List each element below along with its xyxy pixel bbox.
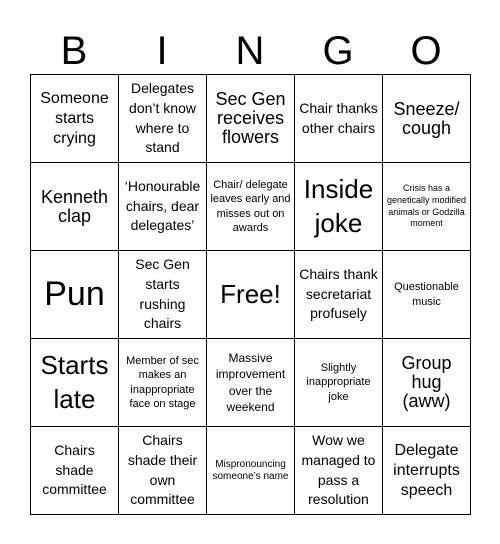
bingo-cell[interactable]: Crisis has a genetically modified animals or Godzilla moment [383, 163, 471, 251]
bingo-cell[interactable]: Group hug (aww) [383, 339, 471, 427]
header-letter-i: I [156, 29, 168, 73]
bingo-cell[interactable]: Someone starts crying [31, 75, 119, 163]
bingo-cell[interactable]: Chairs shade committee [31, 427, 119, 515]
bingo-cell[interactable]: Pun [31, 251, 119, 339]
bingo-cell[interactable]: Wow we managed to pass a resolution [295, 427, 383, 515]
bingo-cell[interactable]: Sneeze/ cough [383, 75, 471, 163]
bingo-cell free-space[interactable]: Free! [207, 251, 295, 339]
bingo-cell[interactable]: Starts late [31, 339, 119, 427]
bingo-cell[interactable]: Chair thanks other chairs [295, 75, 383, 163]
header-letter-o: O [410, 29, 442, 73]
bingo-cell[interactable]: Slightly inappropriate joke [295, 339, 383, 427]
bingo-cell[interactable]: Chair/ delegate leaves early and misses out on awards [207, 163, 295, 251]
bingo-cell[interactable]: Kenneth clap [31, 163, 119, 251]
bingo-cell[interactable]: Sec Gen receives flowers [207, 75, 295, 163]
bingo-cell[interactable]: ‘Honourable chairs, dear delegates’ [119, 163, 207, 251]
bingo-cell[interactable]: Delegates don’t know where to stand [119, 75, 207, 163]
bingo-cell[interactable]: Member of sec makes an inappropriate face on stage [119, 339, 207, 427]
bingo-cell[interactable]: Chairs shade their own committee [119, 427, 207, 515]
bingo-cell[interactable]: Delegate interrupts speech [383, 427, 471, 515]
bingo-cell[interactable]: Chairs thank secretariat profusely [295, 251, 383, 339]
header-letter-g: G [322, 29, 354, 73]
header-letter-n: N [235, 29, 265, 73]
bingo-header [30, 26, 470, 76]
bingo-cell[interactable]: Mispronouncing someone’s name [207, 427, 295, 515]
header-letter-b: B [60, 29, 88, 73]
bingo-cell[interactable]: Questionable music [383, 251, 471, 339]
bingo-board [30, 74, 471, 515]
bingo-cell[interactable]: Sec Gen starts rushing chairs [119, 251, 207, 339]
bingo-cell[interactable]: Inside joke [295, 163, 383, 251]
bingo-cell[interactable]: Massive improvement over the weekend [207, 339, 295, 427]
